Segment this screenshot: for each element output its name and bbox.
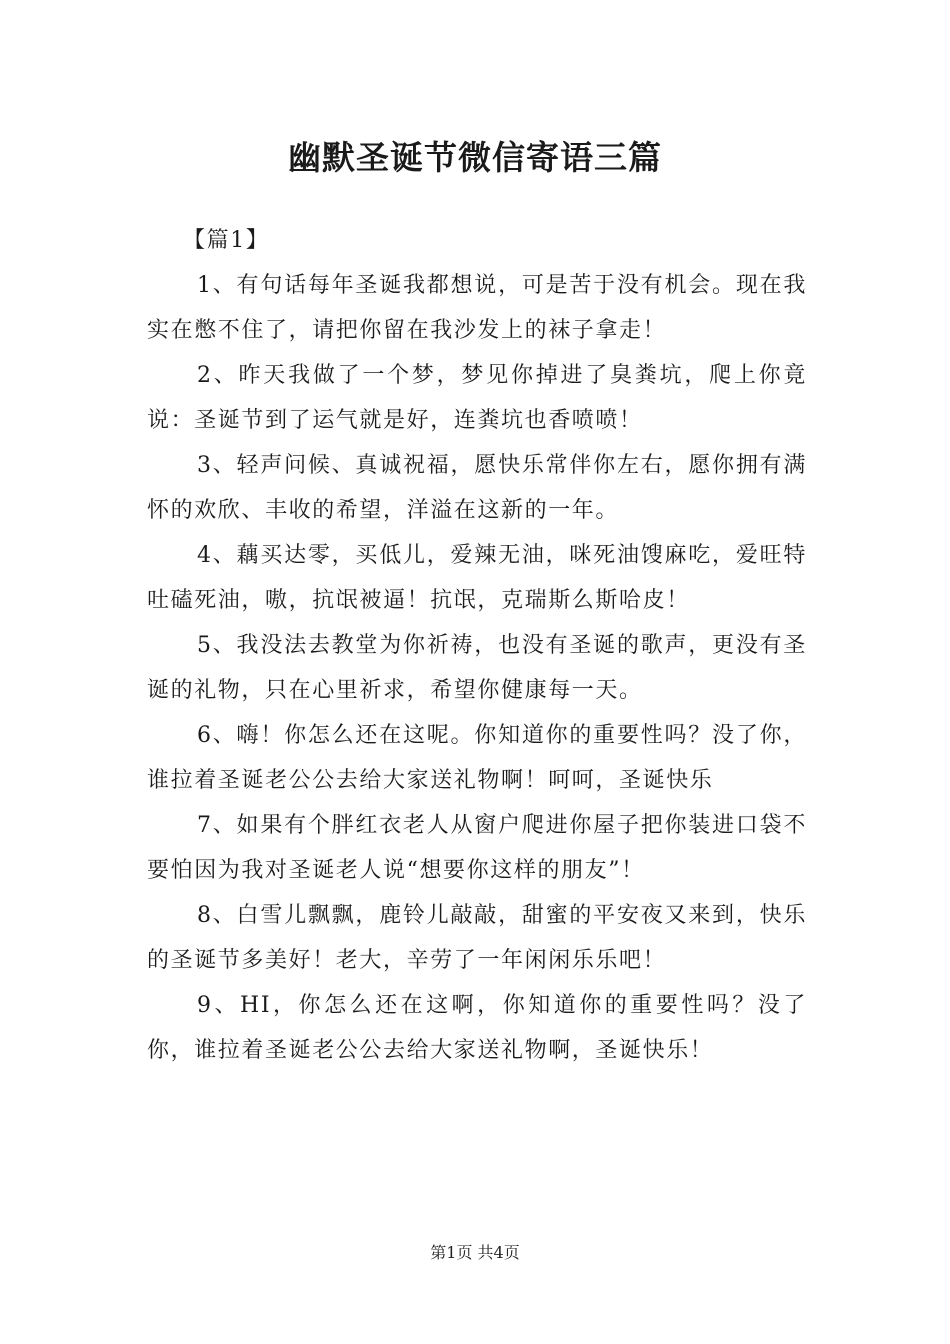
paragraph-4: 4、藕买达零，买低儿，爱辣无油，咪死油馊麻吃，爱旺特吐磕死油，嗷，抗氓被逼！抗氓，克瑞斯么斯哈皮！	[147, 543, 807, 613]
paragraph-2: 2、昨天我做了一个梦，梦见你掉进了臭粪坑，爬上你竟说：圣诞节到了运气就是好，连粪坑也香喷喷！	[147, 363, 807, 433]
paragraph-1: 1、有句话每年圣诞我都想说，可是苦于没有机会。现在我实在憋不住了，请把你留在我沙发上的袜子拿走！	[147, 273, 807, 343]
paragraph-7: 7、如果有个胖红衣老人从窗户爬进你屋子把你装进口袋不要怕因为我对圣诞老人说“想要你这样的朋友”！	[147, 813, 807, 883]
paragraph-5: 5、我没法去教堂为你祈祷，也没有圣诞的歌声，更没有圣诞的礼物，只在心里祈求，希望你健康每一天。	[147, 633, 807, 703]
paragraph-9: 9、HI，你怎么还在这啊，你知道你的重要性吗？没了你，谁拉着圣诞老公公去给大家送礼物啊，圣诞快乐！	[147, 993, 807, 1063]
document-title: 幽默圣诞节微信寄语三篇	[288, 138, 662, 177]
paragraph-3: 3、轻声问候、真诚祝福，愿快乐常伴你左右，愿你拥有满怀的欢欣、丰收的希望，洋溢在这新的一年。	[147, 453, 807, 523]
section-label: 【篇1】	[183, 228, 270, 253]
paragraph-6: 6、嗨！你怎么还在这呢。你知道你的重要性吗？没了你，谁拉着圣诞老公公去给大家送礼物啊！呵呵，圣诞快乐	[147, 723, 807, 793]
document-body	[147, 218, 807, 1073]
paragraph-8: 8、白雪儿飘飘，鹿铃儿敲敲，甜蜜的平安夜又来到，快乐的圣诞节多美好！老大，辛劳了一年闲闲乐乐吧！	[147, 903, 807, 973]
page-footer: 第1页 共4页	[430, 1243, 520, 1262]
